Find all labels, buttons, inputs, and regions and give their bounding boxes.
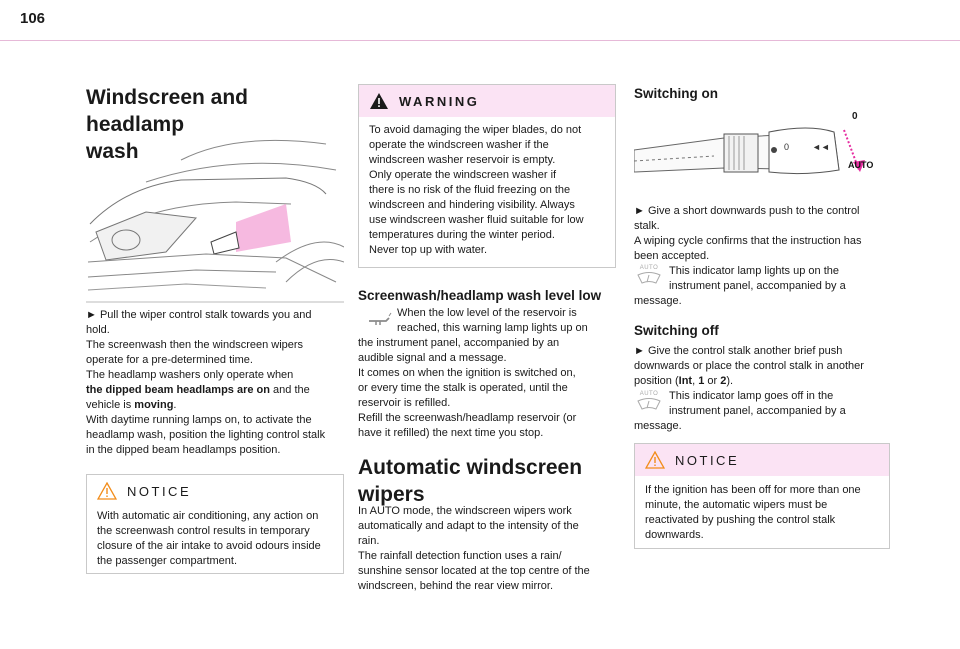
- section-title-auto-wipers: [358, 454, 582, 508]
- text-line: closure of the air intake to avoid odours inside: [97, 540, 321, 552]
- notice-box: [634, 443, 890, 549]
- warning-triangle-icon: [645, 451, 665, 469]
- text-line: hold.: [86, 324, 110, 336]
- text-line: or every time the stalk is operated, until the: [358, 382, 568, 394]
- notice-box: [86, 474, 344, 574]
- warning-header: [359, 85, 615, 117]
- switching-off-title: Switching off: [634, 323, 719, 338]
- title-line-2: wash: [86, 140, 139, 163]
- notice-header: [87, 475, 343, 507]
- text-line: reservoir is refilled.: [358, 397, 451, 409]
- title-line-1: Windscreen and headlamp: [86, 86, 249, 136]
- stalk-zero-label: 0: [852, 111, 858, 122]
- text-line: audible signal and a message.: [358, 352, 507, 364]
- notice-title: NOTICE: [675, 452, 740, 468]
- text-line: use windscreen washer fluid suitable for low: [369, 214, 584, 226]
- text-line: message.: [634, 295, 682, 307]
- notice-body: [87, 507, 343, 577]
- text-line: ► Give a short downwards push to the control: [634, 205, 860, 217]
- text-span: ).: [726, 375, 734, 387]
- washer-instructions: [86, 308, 344, 458]
- text-line: ► Give the control stalk another brief push: [634, 345, 843, 357]
- text-line: Refill the screenwash/headlamp reservoir (or: [358, 412, 577, 424]
- warning-triangle-icon: [97, 482, 117, 500]
- level-low-text: [358, 306, 616, 441]
- text-line: In AUTO mode, the windscreen wipers work: [358, 505, 572, 517]
- text-line: Only operate the windscreen washer if: [369, 169, 557, 181]
- stalk-auto-label: AUTO: [848, 160, 874, 170]
- text-line: downwards or place the control stalk in another: [634, 360, 864, 372]
- text-line: in the dipped beam headlamps position.: [86, 444, 281, 456]
- text-line: minute, the automatic wipers must be: [645, 499, 828, 511]
- text-line: The screenwash then the windscreen wipers: [86, 339, 304, 351]
- auto-wipers-text: [358, 504, 616, 594]
- text-line: The headlamp washers only operate when: [86, 369, 294, 381]
- text-line: [634, 374, 890, 389]
- text-line: the passenger compartment.: [97, 555, 238, 567]
- text-line: the screenwash control results in temporary: [97, 525, 310, 537]
- text-line: the instrument panel, accompanied by an: [358, 337, 560, 349]
- text-line: automatically and adapt to the intensity of the: [358, 520, 579, 532]
- text-line: temperatures during the winter period.: [369, 229, 555, 241]
- text-line: have it refilled) the next time you stop.: [358, 427, 544, 439]
- auto-wiper-indicator-icon: [636, 391, 662, 416]
- switching-off-text: [634, 344, 890, 434]
- text-line: instrument panel, accompanied by a: [669, 280, 846, 292]
- text-line: windscreen and hindering visibility. Always: [369, 199, 575, 211]
- level-low-title: Screenwash/headlamp wash level low: [358, 288, 602, 303]
- text-line: reached, this warning lamp lights up on: [397, 322, 588, 334]
- text-span: .: [173, 399, 177, 411]
- switching-on-title: Switching on: [634, 86, 718, 101]
- switching-on-text: [634, 204, 890, 309]
- page-number: 106: [20, 10, 46, 27]
- text-line: To avoid damaging the wiper blades, do not: [369, 124, 582, 136]
- bold-text: 2: [720, 375, 727, 387]
- text-line: With daytime running lamps on, to activate the: [86, 414, 312, 426]
- text-line: ► Pull the wiper control stalk towards you and: [86, 309, 312, 321]
- text-span: ,: [692, 375, 699, 387]
- bold-text: moving: [134, 399, 174, 411]
- svg-text:◄◄: ◄◄: [812, 142, 830, 152]
- text-line: been accepted.: [634, 250, 710, 262]
- svg-text:0: 0: [784, 142, 790, 152]
- text-line: If the ignition has been off for more than one: [645, 484, 861, 496]
- text-line: When the low level of the reservoir is: [397, 307, 577, 319]
- text-line: This indicator lamp lights up on the: [669, 265, 839, 277]
- bold-text: 1: [698, 375, 705, 387]
- bold-text: Int: [678, 375, 693, 387]
- notice-body: [635, 476, 889, 551]
- text-line: The rainfall detection function uses a rain/: [358, 550, 562, 562]
- text-span: vehicle is: [86, 399, 135, 411]
- text-line: windscreen, behind the rear view mirror.: [358, 580, 554, 592]
- text-span: and the: [270, 384, 310, 396]
- bold-text: the dipped beam headlamps are on: [86, 384, 270, 396]
- car-headlamp-illustration: [86, 132, 344, 304]
- text-line: downwards.: [645, 529, 704, 541]
- text-line: message.: [634, 420, 682, 432]
- auto-icon-label: AUTO: [639, 265, 659, 271]
- auto-icon-label: AUTO: [639, 391, 659, 397]
- text-line: reactivated by pushing the control stalk: [645, 514, 836, 526]
- warning-title: WARNING: [399, 93, 480, 109]
- text-line: sunshine sensor located at the top centre of the: [358, 565, 590, 577]
- wiper-stalk-illustration: [634, 110, 890, 190]
- text-line: Never top up with water.: [369, 244, 488, 256]
- title-line-2: wipers: [358, 483, 425, 506]
- text-line: rain.: [358, 535, 380, 547]
- text-line: headlamp wash, position the lighting control stalk: [86, 429, 326, 441]
- text-line: operate for a pre-determined time.: [86, 354, 253, 366]
- auto-wiper-indicator-icon: [636, 265, 662, 290]
- text-line: stalk.: [634, 220, 660, 232]
- text-line: [86, 383, 344, 398]
- warning-triangle-icon: [369, 92, 389, 110]
- text-line: operate the windscreen washer if the: [369, 139, 549, 151]
- text-line: This indicator lamp goes off in the: [669, 390, 834, 402]
- text-line: there is no risk of the fluid freezing on the: [369, 184, 571, 196]
- text-line: windscreen washer reservoir is empty.: [369, 154, 556, 166]
- text-line: [86, 398, 344, 413]
- text-line: instrument panel, accompanied by a: [669, 405, 846, 417]
- text-line: A wiping cycle confirms that the instruction has: [634, 235, 862, 247]
- warning-box: [358, 84, 616, 268]
- text-span: position (: [634, 375, 679, 387]
- text-span: or: [704, 375, 721, 387]
- notice-header: [635, 444, 889, 476]
- notice-title: NOTICE: [127, 483, 192, 499]
- header-rule: [0, 40, 960, 41]
- text-line: With automatic air conditioning, any action on: [97, 510, 319, 522]
- warning-body: [359, 117, 615, 266]
- text-line: It comes on when the ignition is switched on,: [358, 367, 576, 379]
- title-line-1: Automatic windscreen: [358, 456, 583, 479]
